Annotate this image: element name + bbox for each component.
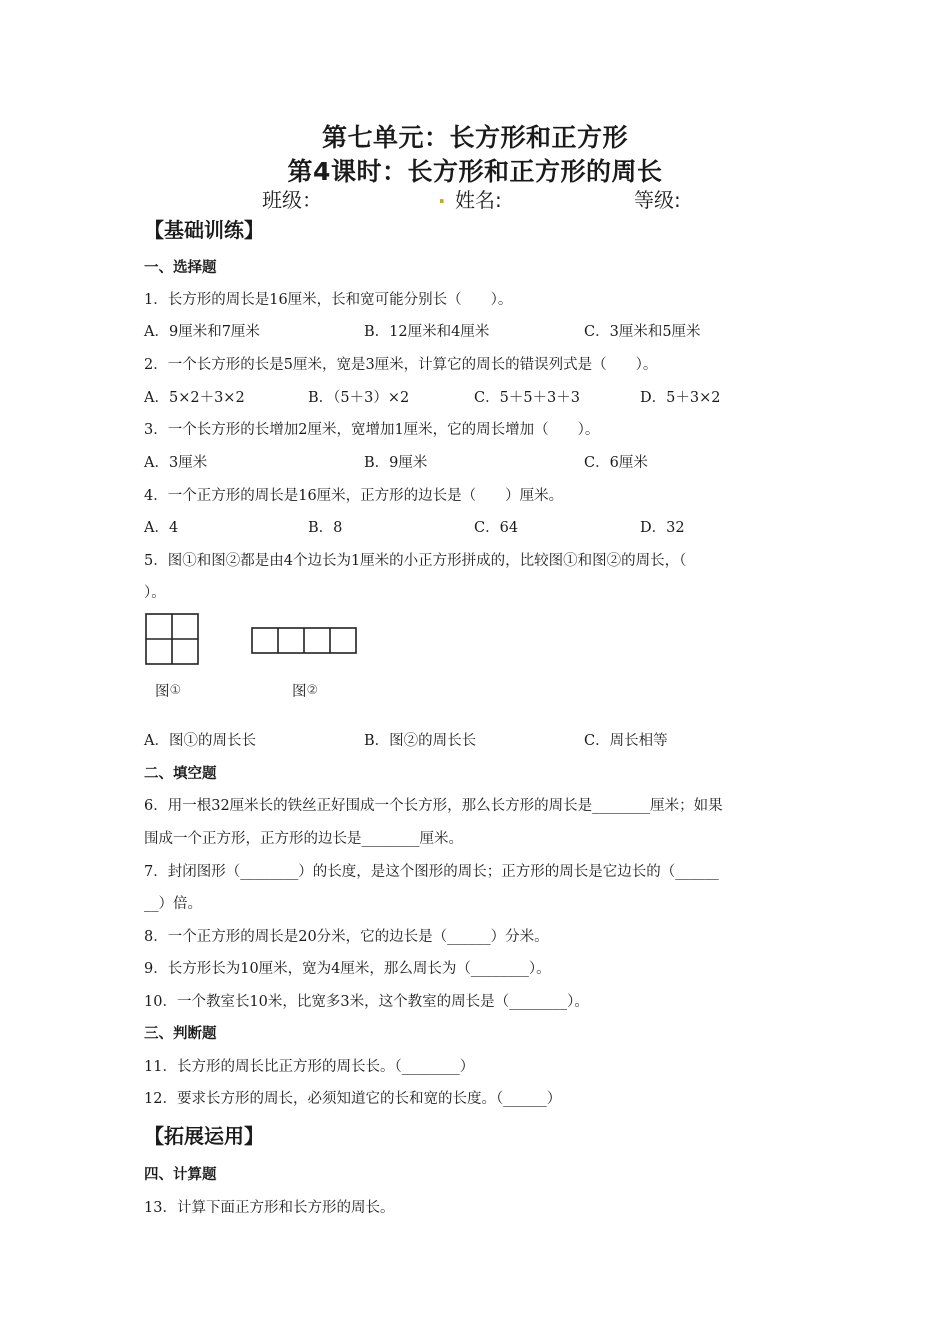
calc-heading: 四、计算题	[144, 1167, 217, 1183]
q1-option-a: A．9厘米和7厘米	[144, 324, 260, 340]
question-6-line-1: 6．用一根32厘米长的铁丝正好围成一个长方形，那么长方形的周长是________厘米；如果	[144, 798, 723, 814]
question-11: 11．长方形的周长比正方形的周长长。（________）	[144, 1059, 475, 1075]
question-6-line-2: 围成一个正方形，正方形的边长是________厘米。	[144, 831, 463, 847]
q1-option-c: C．3厘米和5厘米	[584, 324, 701, 340]
q3-option-a: A．3厘米	[144, 455, 208, 471]
question-2: 2．一个长方形的长是5厘米，宽是3厘米，计算它的周长的错误列式是（ ）。	[144, 357, 658, 373]
title-line-1: 第七单元：长方形和正方形	[321, 123, 628, 152]
figure-2-number: ②	[306, 683, 319, 698]
figure-1-two-by-two-squares	[145, 613, 199, 665]
q1-option-b: B．12厘米和4厘米	[364, 324, 490, 340]
question-12: 12．要求长方形的周长，必须知道它的长和宽的长度。（______）	[144, 1091, 562, 1107]
figure-2-label: 图②	[292, 683, 319, 700]
question-7-line-1: 7．封闭图形（________）的长度，是这个图形的周长；正方形的周长是它边长的（______	[144, 864, 719, 880]
figure-2-one-by-four-squares	[251, 627, 357, 654]
question-10: 10．一个教室长10米，比宽多3米，这个教室的周长是（________）。	[144, 994, 589, 1010]
q4-option-c: C．64	[474, 520, 519, 536]
name-label: 姓名:	[455, 188, 502, 212]
class-label: 班级：	[262, 188, 322, 212]
question-1: 1．长方形的周长是16厘米，长和宽可能分别长（ ）。	[144, 292, 513, 308]
figure-1-number: ①	[169, 683, 182, 698]
question-4: 4．一个正方形的周长是16厘米，正方形的边长是（ ）厘米。	[144, 488, 564, 504]
question-7-line-2: __）倍。	[144, 896, 202, 912]
grade-label: 等级:	[634, 188, 681, 212]
question-9: 9．长方形长为10厘米，宽为4厘米，那么周长为（________）。	[144, 961, 551, 977]
fill-heading: 二、填空题	[144, 766, 217, 782]
dot-mark: .	[438, 184, 446, 208]
q4-option-d: D．32	[640, 520, 685, 536]
q2-option-c: C．5＋5＋3＋3	[474, 390, 580, 406]
q2-option-d: D．5＋3×2	[640, 390, 721, 406]
question-5-line-1: 5．图①和图②都是由4个边长为1厘米的小正方形拼成的，比较图①和图②的周长，（	[144, 553, 687, 569]
q4-option-b: B．8	[308, 520, 343, 536]
question-13: 13．计算下面正方形和长方形的周长。	[144, 1200, 395, 1216]
q5-option-b: B．图②的周长长	[364, 733, 477, 749]
q5-option-a: A．图①的周长长	[144, 733, 256, 749]
question-8: 8．一个正方形的周长是20分米，它的边长是（______）分米。	[144, 929, 549, 945]
title-line-2: 第4课时：长方形和正方形的周长	[287, 157, 663, 186]
q3-option-b: B．9厘米	[364, 455, 428, 471]
question-3: 3．一个长方形的长增加2厘米，宽增加1厘米，它的周长增加（ ）。	[144, 422, 600, 438]
section-basic-training: 【基础训练】	[144, 218, 264, 242]
q5-option-c: C．周长相等	[584, 733, 668, 749]
judge-heading: 三、判断题	[144, 1026, 217, 1042]
question-5-line-2: ）。	[144, 585, 166, 601]
q2-option-b: B．（5＋3）×2	[308, 390, 410, 406]
q3-option-c: C．6厘米	[584, 455, 648, 471]
figure-1-label: 图①	[155, 683, 182, 700]
choice-heading: 一、选择题	[144, 260, 217, 276]
q4-option-a: A．4	[144, 520, 179, 536]
section-extension: 【拓展运用】	[144, 1124, 264, 1148]
q2-option-a: A．5×2＋3×2	[144, 390, 245, 406]
